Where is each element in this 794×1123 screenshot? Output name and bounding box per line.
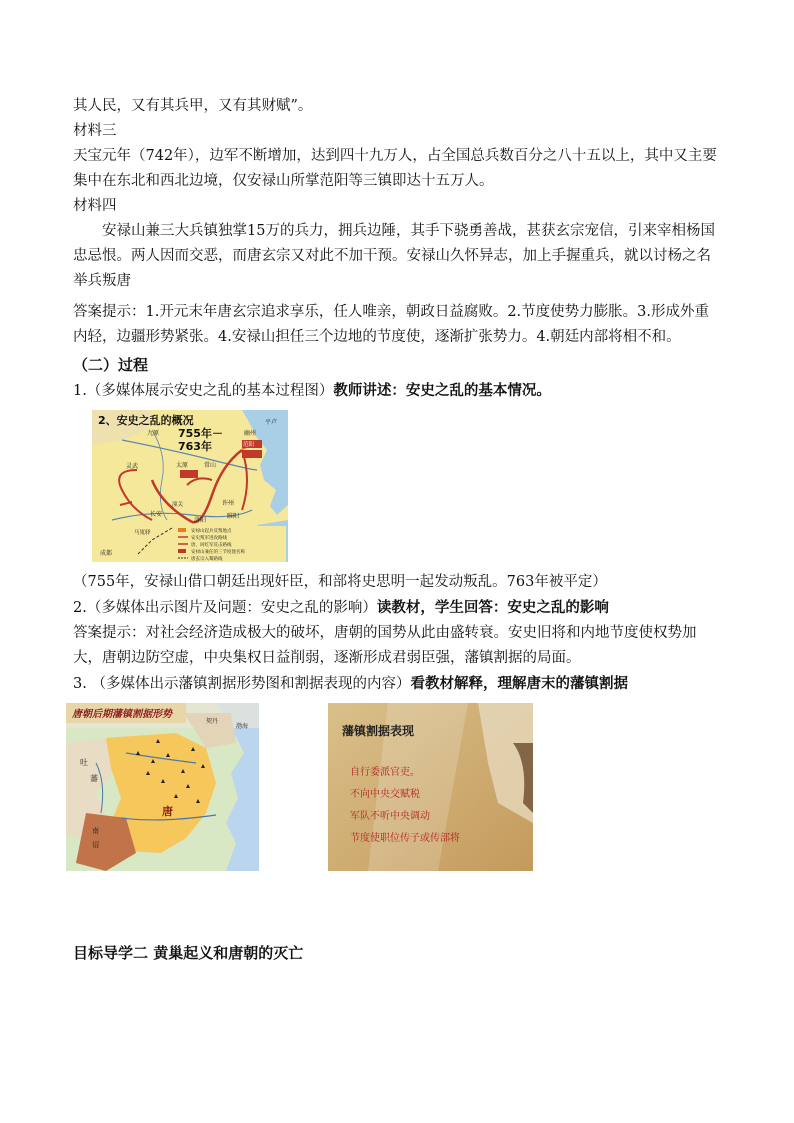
legend-item-1: 安禄山起兵反叛地点	[191, 529, 232, 534]
item-2-prefix: 2.（多媒体出示图片及问题：安史之乱的影响）	[73, 600, 377, 616]
anshi-map-svg	[92, 410, 288, 562]
anshi-map-legend	[176, 526, 286, 562]
section-process-heading: （二）过程	[73, 356, 149, 374]
panel-title: 藩镇割据表现	[342, 724, 415, 738]
anshi-map-years-b: 763年	[178, 440, 212, 453]
legend-item-2: 安史叛军进攻路线	[191, 536, 227, 541]
fanzhen-map-title: 唐朝后期藩镇割据形势	[72, 709, 172, 720]
goal-section-2-heading: 目标导学二 黄巢起义和唐朝的灭亡	[73, 944, 304, 962]
place-fanyang: 范阳	[243, 442, 255, 448]
place-changan: 长安	[150, 511, 163, 518]
item-1-bold: 教师讲述：安史之乱的基本情况。	[333, 382, 551, 399]
document-page	[73, 94, 723, 966]
item-2-bold: 读教材，学生回答：安史之乱的影响	[376, 599, 609, 616]
answer-hint-2: 答案提示：对社会经济造成极大的破坏，唐朝的国势从此由盛转衰。安史旧将和内地节度使权势加大，唐朝边防空虚，中央集权日益削弱，逐渐形成君弱臣强，藩镇割据的局面。	[73, 625, 697, 666]
place-tongguan: 潼关	[172, 502, 184, 508]
place-luoyang: 洛阳	[194, 517, 207, 524]
item-1	[73, 378, 723, 404]
fanzhen-place-bo: 蕃	[90, 774, 98, 783]
anshi-map-title: 2、安史之乱的概况	[98, 414, 194, 427]
panel-item-4: 节度使职位传子或传部将	[350, 833, 460, 844]
fanzhen-place-bohai: 渤海	[236, 723, 249, 730]
item-3-bold: 看教材解释，理解唐末的藩镇割据	[410, 675, 628, 692]
place-changshan: 常山	[204, 462, 217, 469]
item-3-prefix: 3. （多媒体出示藩镇割据形势图和割据表现的内容）	[73, 676, 411, 692]
material-3-text: 天宝元年（742年），边军不断增加，达到四十九万人，占全国总兵数百分之八十五以上，其中又主要集中在东北和西北边境，仅安禄山所掌范阳等三镇即达十五万人。	[73, 148, 717, 189]
place-taiyuan: 太原	[176, 462, 189, 469]
place-youzhou: 幽州	[244, 430, 257, 437]
item-3	[73, 671, 723, 697]
place-jiuyuan: 九原	[147, 430, 160, 437]
panel-item-3: 军队不听中央调动	[350, 811, 430, 822]
text-line-1: 其人民，又有其兵甲，又有其财赋”。	[73, 98, 313, 114]
place-xuzhou: 许州	[222, 500, 235, 507]
fanzhen-place-qidan: 契丹	[206, 718, 219, 725]
fanzhen-place-nan: 南	[92, 827, 99, 835]
legend-item-5: 唐玄宗入蜀路线	[191, 557, 223, 562]
material-4-text: 安禄山兼三大兵镇独掌15万的兵力，拥兵边陲，其手下骁勇善战，甚获玄宗宠信，引来宰相杨国忠忌恨。两人因而交恶，而唐玄宗又对此不加干预。安禄山久怀异志，加上手握重兵，就以讨杨之名举兵叛唐	[73, 223, 715, 289]
item-1-prefix: 1.（多媒体展示安史之乱的基本过程图）	[73, 383, 334, 399]
fanzhen-place-zhao: 诏	[92, 841, 99, 849]
fanzhen-manifestation-panel	[328, 703, 533, 871]
fanzhen-map-svg	[66, 703, 259, 871]
place-pinglu: 平卢	[265, 419, 278, 426]
legend-item-4: 安禄山兼任的三节度使名称	[191, 550, 245, 555]
anshi-map-years-a: 755年－	[178, 427, 223, 440]
fanzhen-panel-svg	[328, 703, 533, 871]
panel-item-2: 不向中央交赋税	[350, 789, 420, 800]
panel-item-1: 自行委派官吏。	[350, 767, 420, 778]
place-lingwu: 灵武	[126, 463, 139, 470]
place-suiyang: 睢阳	[227, 513, 240, 520]
historical-note: （755年，安禄山借口朝廷出现奸臣，和部将史思明一起发动叛乱。763年被平定）	[73, 574, 607, 590]
place-maweiyi: 马嵬驿	[134, 530, 151, 536]
material-4-title: 材料四	[73, 198, 117, 214]
legend-item-3: 唐、回纥军反击路线	[191, 543, 232, 548]
fanzhen-place-tang: 唐	[162, 805, 173, 818]
fanzhen-map	[66, 703, 259, 871]
fanzhen-place-tu: 吐	[80, 758, 88, 767]
figure-row	[73, 703, 723, 877]
anshi-rebellion-map	[92, 410, 288, 562]
place-chengdu: 成都	[100, 550, 113, 557]
item-2	[73, 595, 723, 621]
answer-hint-1: 答案提示：1.开元末年唐玄宗追求享乐，任人唯亲，朝政日益腐败。2.节度使势力膨胀。3.形成外重内轻，边疆形势紧张。4.安禄山担任三个边地的节度使，逐渐扩张势力。4.朝廷内部将相不和。	[73, 304, 709, 345]
material-3-title: 材料三	[73, 123, 117, 139]
